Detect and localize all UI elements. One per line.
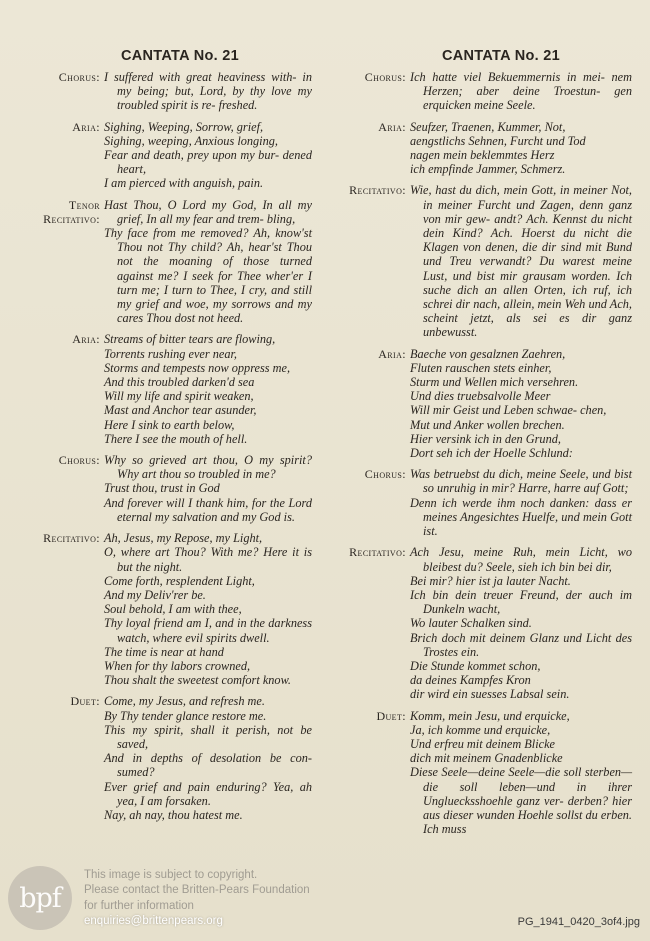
verse-line: I suffered with great heaviness with- in my being; but, Lord, by thy love my troubled spirit is re- freshed. bbox=[104, 70, 312, 113]
verse-line: Und dies truebsalvolle Meer bbox=[410, 389, 551, 404]
verse-line: dich mit meinem Gnadenblicke bbox=[410, 751, 563, 766]
section-label: Aria: bbox=[378, 119, 406, 134]
verse-line: Come forth, resplendent Light, bbox=[104, 573, 255, 588]
section-label: Chorus: bbox=[58, 70, 100, 84]
verse-line: Why so grieved art thou, O my spirit? Why art thou so troubled in me? bbox=[104, 453, 312, 482]
verse-line: Dort seh ich der Hoelle Schlund: bbox=[410, 446, 573, 461]
english-column bbox=[8, 48, 312, 829]
english-title: CANTATA No. 21 bbox=[120, 48, 240, 64]
verse-line: Brich doch mit deinem Glanz und Licht des Trostes ein. bbox=[410, 630, 632, 659]
verse-line: Hast Thou, O Lord my God, In all my grief, In all my fear and trem- bling, bbox=[104, 197, 312, 226]
libretto-section bbox=[8, 198, 312, 326]
verse-line: Storms and tempests now oppress me, bbox=[104, 360, 291, 375]
copyright-line-3: for further information bbox=[84, 899, 194, 912]
section-text bbox=[104, 694, 312, 822]
section-text bbox=[410, 183, 632, 339]
section-text bbox=[410, 347, 632, 461]
section-text bbox=[104, 70, 312, 113]
verse-line: Come, my Jesus, and refresh me. bbox=[104, 694, 265, 709]
verse-line: dir wird ein suesses Labsal sein. bbox=[410, 687, 570, 702]
verse-line: Ever grief and pain enduring? Yea, ah yea, I am forsaken. bbox=[104, 779, 312, 808]
verse-line: Will mir Geist und Leben schwae- chen, bbox=[410, 403, 607, 418]
foundation-logo-text: bpf bbox=[19, 882, 61, 914]
verse-line: Komm, mein Jesu, und erquicke, bbox=[410, 708, 570, 723]
section-text bbox=[104, 198, 312, 326]
verse-line: Fear and death, prey upon my bur- dened heart, bbox=[104, 148, 312, 177]
contact-email-link[interactable]: enquiries@brittenpears.org bbox=[84, 915, 223, 928]
verse-line: And my Deliv'rer be. bbox=[104, 587, 206, 602]
verse-line: Here I sink to earth below, bbox=[104, 417, 235, 432]
section-label: Aria: bbox=[72, 332, 100, 347]
verse-line: ich empfinde Jammer, Schmerz. bbox=[410, 162, 566, 177]
copyright-line-2: Please contact the Britten-Pears Foundation bbox=[84, 884, 310, 897]
section-label: Chorus: bbox=[364, 467, 406, 482]
verse-line: And this troubled darken'd sea bbox=[104, 375, 255, 390]
verse-line: And in depths of desolation be con- sumed? bbox=[104, 751, 312, 780]
libretto-section bbox=[8, 332, 312, 446]
section-text bbox=[104, 332, 312, 446]
libretto-section bbox=[320, 545, 632, 701]
verse-line: Mast and Anchor tear asunder, bbox=[104, 403, 257, 418]
verse-line: Soul behold, I am with thee, bbox=[104, 602, 242, 617]
libretto-section bbox=[320, 467, 632, 538]
verse-line: Ich bin dein treuer Freund, der auch im Dunkeln wacht, bbox=[410, 587, 632, 617]
section-label: Duet: bbox=[376, 708, 406, 723]
verse-line: Thy face from me removed? Ah, know'st Thou not Thy child? Ah, hear'st Thou not the moaning of those turned against me? I seek for Thee wher'er I turn me; I turn to Thee, I cry, and still my grief and woe, my sorrows and my cares Thou dost not heed. bbox=[104, 226, 312, 326]
libretto-section bbox=[8, 70, 312, 113]
verse-line: The time is near at hand bbox=[104, 644, 224, 659]
libretto-section bbox=[320, 183, 632, 339]
libretto-section bbox=[320, 347, 632, 461]
verse-line: Wie, hast du dich, mein Gott, in meiner Not, in meiner Furcht und Zagen, denn ganz von mir gew- andt? Ach. Kennst du nicht dein Kind? Ach. Hoerst du nicht die Klagen von denen, die dir sind mit Bund und Treu verwandt? Du warest meine Lust, und bist mir grausam worden. Ich suche dich an allen Orten, ich ruf, ich schrei dir nach, allein, mein Weh und Ach, scheint jetzt, als sei es dir ganz unbewusst. bbox=[410, 183, 632, 340]
verse-line: Ja, ich komme und erquicke, bbox=[410, 722, 551, 737]
verse-line: Ach Jesu, meine Ruh, mein Licht, wo bleibest du? Seele, sieh ich bin bei dir, bbox=[410, 545, 632, 574]
section-label: Recitativo: bbox=[349, 545, 406, 560]
verse-line: aengstlichs Sehnen, Furcht und Tod bbox=[410, 133, 586, 148]
verse-line: Diese Seele—deine Seele—die soll sterben—die soll leben—und in ihrer Ungluecksshoehle ganz ver- derben? hier aus dieser wunden Hoehle sollst du erben. Ich muss bbox=[410, 765, 632, 837]
section-text bbox=[410, 709, 632, 837]
section-text bbox=[104, 453, 312, 524]
german-title: CANTATA No. 21 bbox=[441, 48, 561, 64]
libretto-section bbox=[320, 120, 632, 177]
verse-line: Sighing, weeping, Anxious longing, bbox=[104, 133, 278, 148]
section-text bbox=[410, 70, 632, 113]
section-label: Recitativo: bbox=[349, 183, 406, 198]
verse-line: Mut und Anker wollen brechen. bbox=[410, 417, 565, 432]
verse-line: There I see the mouth of hell. bbox=[104, 431, 248, 446]
verse-line: Ah, Jesus, my Repose, my Light, bbox=[104, 531, 263, 546]
verse-line: Sighing, Weeping, Sorrow, grief, bbox=[104, 119, 264, 134]
verse-line: And forever will I thank him, for the Lord eternal my salvation and my God is. bbox=[104, 495, 312, 524]
verse-line: nagen mein beklemmtes Herz bbox=[410, 148, 555, 163]
verse-line: da deines Kampfes Kron bbox=[410, 673, 531, 688]
verse-line: Denn ich werde ihm noch danken: dass er meines Angesichtes Huelfe, und mein Gott ist. bbox=[410, 495, 632, 539]
verse-line: Nay, ah nay, thou hatest me. bbox=[104, 807, 243, 822]
section-text bbox=[410, 120, 632, 177]
section-label: Aria: bbox=[378, 346, 406, 361]
verse-line: Thou shalt the sweetest comfort know. bbox=[104, 673, 291, 688]
section-label: Chorus: bbox=[364, 70, 406, 84]
libretto-section bbox=[320, 70, 632, 113]
foundation-logo bbox=[8, 866, 72, 930]
verse-line: Streams of bitter tears are flowing, bbox=[104, 332, 276, 347]
verse-line: Die Stunde kommet schon, bbox=[410, 658, 541, 673]
section-label: Recitativo: bbox=[43, 531, 100, 546]
section-label: Duet: bbox=[70, 694, 100, 709]
libretto-section bbox=[8, 120, 312, 191]
verse-line: Hier versink ich in den Grund, bbox=[410, 431, 561, 446]
verse-line: Was betruebst du dich, meine Seele, und bist so unruhig in mir? Harre, harre auf Gott; bbox=[410, 467, 632, 496]
german-column bbox=[320, 48, 632, 843]
verse-line: By Thy tender glance restore me. bbox=[104, 708, 267, 723]
verse-line: Ich hatte viel Bekuemmernis in mei- nem Herzen; aber deine Troestun- gen erquicken meine Seele. bbox=[410, 70, 632, 113]
verse-line: Trust thou, trust in God bbox=[104, 481, 220, 496]
image-filename: PG_1941_0420_3of4.jpg bbox=[517, 916, 640, 928]
verse-line: Seufzer, Traenen, Kummer, Not, bbox=[410, 119, 566, 134]
section-text bbox=[104, 531, 312, 687]
section-text bbox=[410, 467, 632, 538]
english-sections bbox=[8, 70, 312, 822]
verse-line: Fluten rauschen stets einher, bbox=[410, 360, 552, 375]
german-sections bbox=[320, 70, 632, 836]
section-label: Chorus: bbox=[58, 453, 100, 468]
libretto-section bbox=[8, 694, 312, 822]
verse-line: O, where art Thou? With me? Here it is but the night. bbox=[104, 545, 312, 574]
verse-line: Sturm und Wellen mich versehren. bbox=[410, 375, 579, 390]
verse-line: Will my life and spirit weaken, bbox=[104, 389, 254, 404]
section-text bbox=[104, 120, 312, 191]
verse-line: Bei mir? hier ist ja lauter Nacht. bbox=[410, 573, 571, 588]
libretto-section bbox=[8, 531, 312, 687]
copyright-watermark bbox=[84, 868, 334, 930]
section-text bbox=[410, 545, 632, 701]
verse-line: Baeche von gesalznen Zaehren, bbox=[410, 346, 566, 361]
verse-line: Torrents rushing ever near, bbox=[104, 346, 237, 361]
verse-line: When for thy labors crowned, bbox=[104, 658, 251, 673]
section-label: Tenor Recitativo: bbox=[43, 197, 100, 226]
libretto-section bbox=[8, 453, 312, 524]
verse-line: Und erfreu mit deinem Blicke bbox=[410, 736, 556, 751]
verse-line: This my spirit, shall it perish, not be saved, bbox=[104, 722, 312, 751]
section-label: Aria: bbox=[72, 119, 100, 134]
verse-line: I am pierced with anguish, pain. bbox=[104, 176, 264, 191]
verse-line: Thy loyal friend am I, and in the darkness watch, where evil spirits dwell. bbox=[104, 616, 312, 645]
copyright-line-1: This image is subject to copyright. bbox=[84, 869, 258, 881]
libretto-section bbox=[320, 709, 632, 837]
verse-line: Wo lauter Schalken sind. bbox=[410, 616, 532, 631]
